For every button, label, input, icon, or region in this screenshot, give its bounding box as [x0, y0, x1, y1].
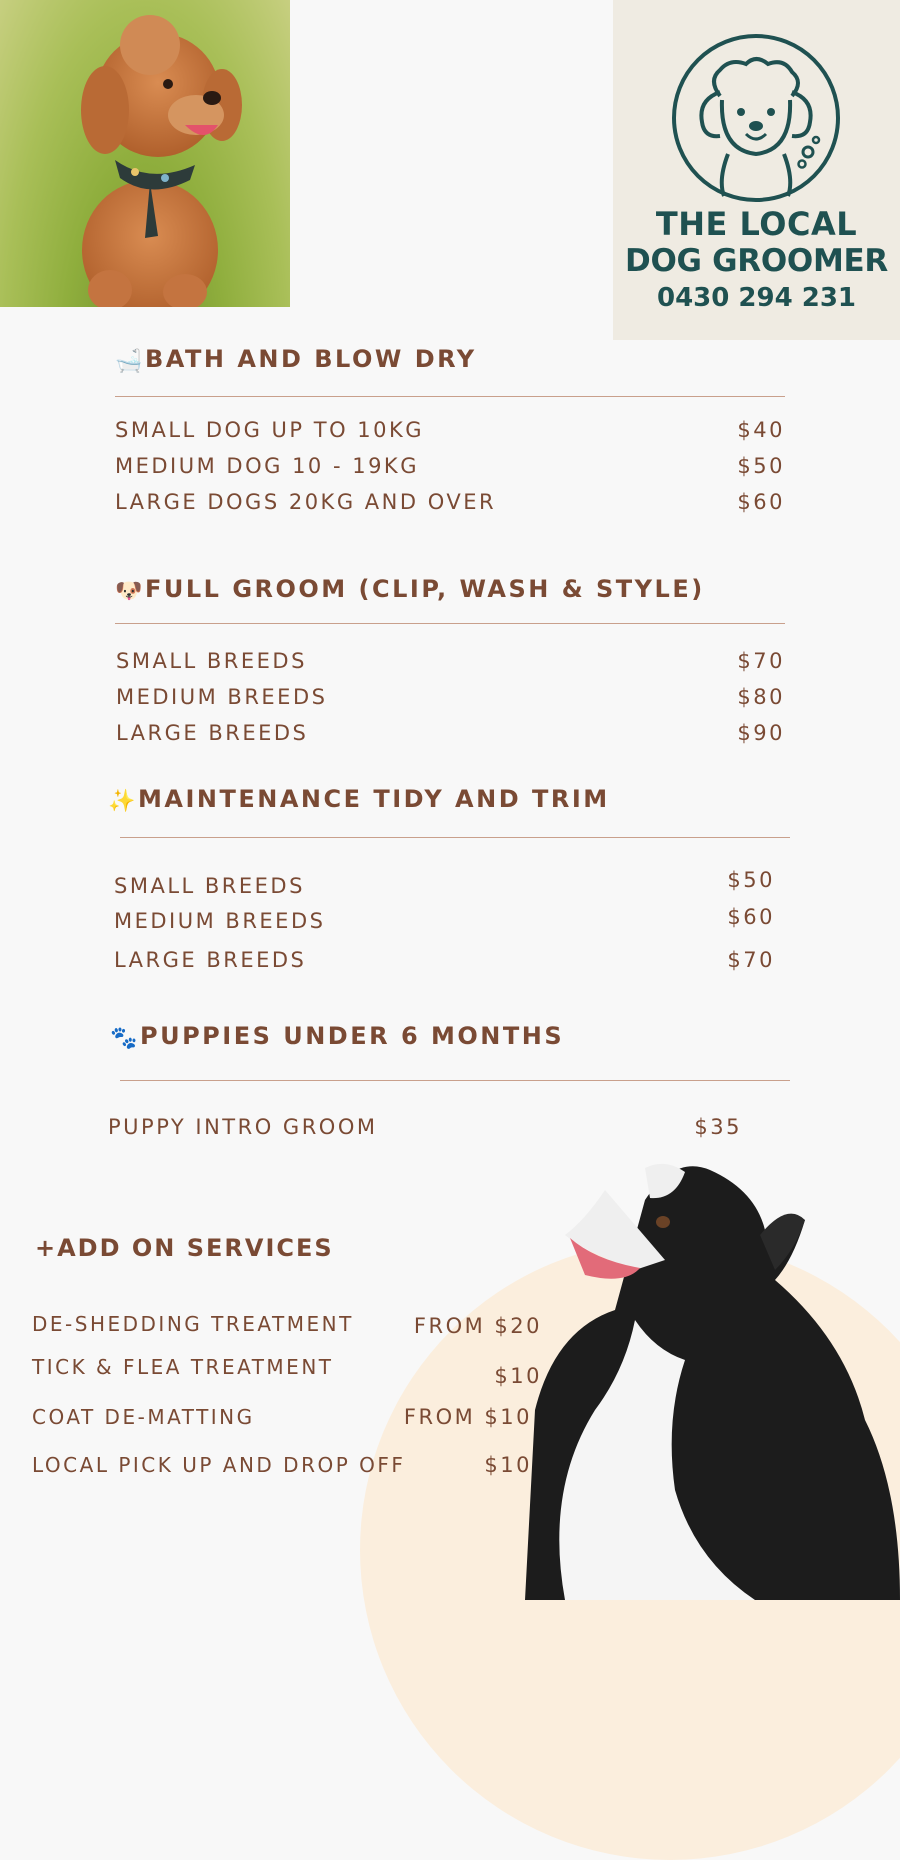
price-row-label: LARGE BREEDS	[116, 721, 309, 745]
dog-face-icon: 🐶	[115, 579, 145, 604]
section-heading-full-groom: 🐶FULL GROOM (CLIP, WASH & STYLE)	[115, 575, 705, 604]
section-divider	[120, 1080, 790, 1081]
addons-heading: +ADD ON SERVICES	[35, 1234, 334, 1262]
price-row-label: MEDIUM BREEDS	[114, 909, 326, 933]
border-collie-photo	[525, 1160, 900, 1600]
sparkles-icon: ✨	[108, 789, 138, 814]
price-row-label: LARGE DOGS 20KG AND OVER	[115, 490, 497, 514]
price-row-value: $80	[737, 685, 785, 709]
dog-logo-icon	[668, 30, 844, 206]
section-heading-puppies: 🐾PUPPIES UNDER 6 MONTHS	[110, 1022, 565, 1051]
logo-title-line-2: DOG GROOMER	[625, 243, 888, 279]
price-row-value: $90	[737, 721, 785, 745]
price-row-label: LARGE BREEDS	[114, 948, 307, 972]
addon-row-value: $10	[494, 1364, 542, 1388]
addon-row-label: DE-SHEDDING TREATMENT	[32, 1312, 354, 1336]
price-row-value: $50	[737, 454, 785, 478]
addon-row-value: FROM $20	[413, 1314, 542, 1338]
price-row-label: SMALL DOG UP TO 10KG	[115, 418, 425, 442]
price-row-label: SMALL BREEDS	[114, 874, 305, 898]
logo-phone-number: 0430 294 231	[656, 283, 856, 313]
paw-prints-icon: 🐾	[110, 1026, 140, 1051]
price-row-label: MEDIUM BREEDS	[116, 685, 328, 709]
price-row-value: $70	[727, 948, 775, 972]
section-divider	[115, 623, 785, 624]
section-divider	[120, 837, 790, 838]
price-row-value: $70	[737, 649, 785, 673]
addon-row-label: TICK & FLEA TREATMENT	[32, 1355, 334, 1379]
logo-card	[613, 0, 900, 340]
border-collie-illustration	[525, 1160, 900, 1600]
price-row-value: $50	[727, 868, 775, 892]
price-row-value: $60	[737, 490, 785, 514]
section-divider	[115, 396, 785, 397]
price-row-label: MEDIUM DOG 10 - 19KG	[115, 454, 419, 478]
price-row-value: $35	[694, 1115, 742, 1139]
addon-row-value: $10	[484, 1453, 532, 1477]
addon-row-label: COAT DE-MATTING	[32, 1405, 255, 1429]
poodle-illustration	[0, 0, 290, 307]
addon-row-value: FROM $10	[403, 1405, 532, 1429]
section-heading-bath: 🛁BATH AND BLOW DRY	[115, 345, 477, 374]
price-row-label: SMALL BREEDS	[116, 649, 307, 673]
price-row-value: $60	[727, 905, 775, 929]
price-row-value: $40	[737, 418, 785, 442]
poodle-photo	[0, 0, 290, 307]
logo-title-line-1: THE LOCAL	[655, 205, 858, 243]
addon-row-label: LOCAL PICK UP AND DROP OFF	[32, 1453, 406, 1477]
price-row-label: PUPPY INTRO GROOM	[108, 1115, 378, 1139]
section-heading-maintenance: ✨MAINTENANCE TIDY AND TRIM	[108, 785, 610, 814]
bathtub-icon: 🛁	[115, 349, 145, 374]
